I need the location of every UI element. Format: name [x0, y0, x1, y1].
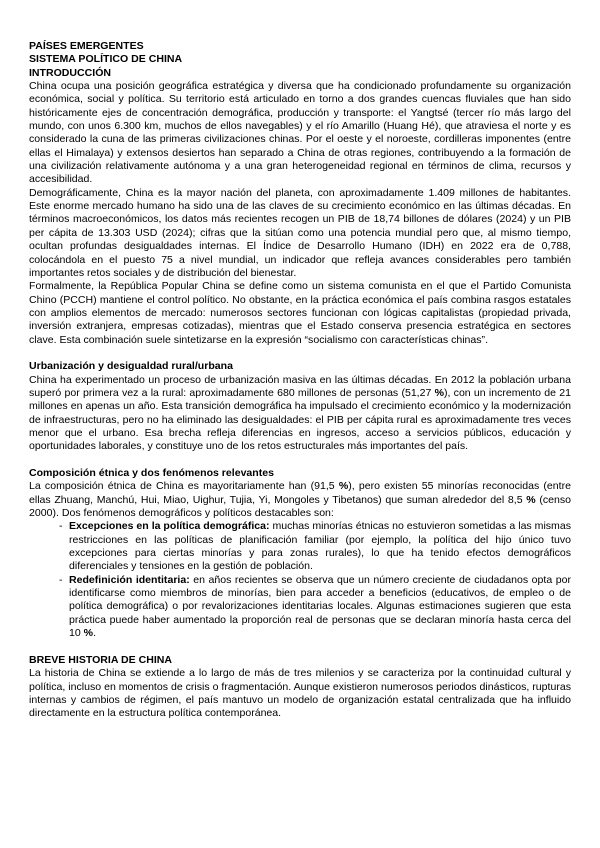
ethnic-percent-sign-1: %	[338, 480, 349, 493]
list-item-text: en años recientes se observa que un número creciente de ciudadanos opta por identificarse como miembros de minorías, bien para acceder a beneficios (educativos, de empleo o de política demográfica) o por revalorizaciones identitarias locales. Algunas estimaciones sugieren que esta práctica puede haber aumentado la proporción real de personas que se declaran minoría hasta cerca del 10	[69, 573, 571, 640]
dash-bullet: -	[59, 573, 63, 586]
list-item-end: .	[93, 627, 96, 640]
document-page	[29, 40, 571, 721]
list-item-title: Excepciones en la política demográfica:	[69, 520, 270, 533]
urban-percent-sign: %	[434, 386, 444, 399]
heading-introduccion: INTRODUCCIÓN	[29, 66, 112, 79]
section-history	[29, 654, 571, 721]
heading-paises-emergentes: PAÍSES EMERGENTES	[29, 40, 144, 52]
ethnic-text-a: La composición étnica de China es mayoritariamente han (91,5	[29, 480, 339, 493]
heading-ethnic-composition: Composición étnica y dos fenómenos relevantes	[29, 467, 274, 479]
ethnic-paragraph	[29, 480, 571, 520]
list-item-identity-redefinition	[29, 574, 571, 641]
intro-paragraph-political-system: Formalmente, la República Popular China se define como un sistema comunista en el que el Partido Comunista Chino (PCCH) mantiene el control político. No obstante, en la práctica económica el país combina rasgos estatales con amplios elementos de mercado: numerosos sectores funcionan con lógicas capitalistas (propiedad privada, inversión extranjera, empresas cotizadas), mientras que el Estado conserva presencia estratégica en sectores clave. Esta combinación suele sintetizarse en la expresión “socialismo con características chinas”.	[29, 280, 571, 346]
urbanization-paragraph	[29, 374, 571, 454]
urban-text-a: China ha experimentado un proceso de urbanización masiva en las últimas décadas. En 2012 la población urbana superó por primera vez a la rural: aproximadamente 680 millones de personas (51,27	[29, 373, 571, 399]
history-paragraph: La historia de China se extiende a lo largo de más de tres milenios y se caracteriza por la continuidad cultural y política, incluso en momentos de crisis o fragmentación. Aunque existieron numerosos periodos dinásticos, rupturas internas y cambios de régimen, el país mantuvo un modelo de organización estatal centralizada que ha influido directamente en la estructura política contemporánea.	[29, 667, 571, 720]
urban-text-b: ), con un incremento de 21 millones en apenas un año. Esta transición demográfica ha impulsado el crecimiento económico y la modernización de infraestructuras, pero no ha eliminado las desigualdades: el PIB per cápita rural es aproximadamente tres veces menor que el urbano. Esa brecha refleja diferencias en ingresos, acceso a servicios públicos, educación y oportunidades laborales, y constituye uno de los retos estructurales más importantes del país.	[29, 386, 571, 453]
heading-history: BREVE HISTORIA DE CHINA	[29, 653, 172, 666]
intro-paragraph-demography: Demográficamente, China es la mayor nación del planeta, con aproximadamente 1.409 millones de habitantes. Este enorme mercado humano ha sido una de las claves de su crecimiento económico en las últimas décadas. En términos macroeconómicos, los datos más recientes recogen un PIB de 18,74 billones de dólares (2024) y un PIB per cápita de 13.303 USD (2024); cifras que la sitúan como una potencia mundial pero que, al mismo tiempo, ocultan profundas desigualdades internas. El Índice de Desarrollo Humano (IDH) en 2022 era de 0,788, colocándola en el puesto 75 a nivel mundial, un indicador que refleja avances considerables pero también importantes retos sociales y de distribución del bienestar.	[29, 186, 571, 279]
list-item-percent-sign: %	[83, 627, 94, 640]
ethnic-text-c: (censo 2000). Dos fenómenos demográficos y políticos destacables son:	[29, 493, 571, 520]
heading-urbanization: Urbanización y desigualdad rural/urbana	[29, 360, 233, 373]
intro-paragraph-geography: China ocupa una posición geográfica estratégica y diversa que ha condicionado profundamente su organización económica, social y política. Su territorio está articulado en torno a dos grandes cuencas fluviales que han sido históricamente ejes de concentración demográfica, producción y transporte: el Yangtsé (tercer río más largo del mundo, con unos 6.300 km, muchos de ellos navegables) y el río Amarillo (Huang Hé), que atraviesa el norte y es considerado la cuna de las primeras civilizaciones chinas. Por el oeste y el noroeste, cordilleras imponentes (entre ellas el Himalaya) y extensos desiertos han separado a China de otras regiones, contribuyendo a la formación de una civilización relativamente autónoma y a una gran heterogeneidad regional en términos de clima, recursos y accesibilidad.	[29, 80, 571, 186]
ethnic-text-b: ), pero existen 55 minorías reconocidas (entre ellas Zhuang, Manchú, Hui, Miao, Uighur, Tujia, Yi, Mongoles y Tibetanos) que suman alrededor del 8,5	[29, 480, 571, 506]
section-ethnic-composition	[29, 467, 571, 640]
ethnic-phenomena-list	[29, 520, 571, 640]
list-item-text: muchas minorías étnicas no estuvieron sometidas a las mismas restricciones en las políticas de planificación familiar (por ejemplo, la política del hijo único tuvo excepciones para ciertas minorías y para zonas rurales), lo que ha tenido efectos demográficos diferenciales y tensiones en la gestión de población.	[69, 520, 571, 573]
section-urbanization	[29, 360, 571, 453]
list-item-demographic-exceptions	[29, 520, 571, 573]
list-item-title: Redefinición identitaria:	[69, 573, 190, 586]
dash-bullet: -	[59, 520, 63, 533]
heading-sistema-politico: SISTEMA POLÍTICO DE CHINA	[29, 53, 183, 66]
ethnic-percent-sign-2: %	[526, 493, 536, 506]
